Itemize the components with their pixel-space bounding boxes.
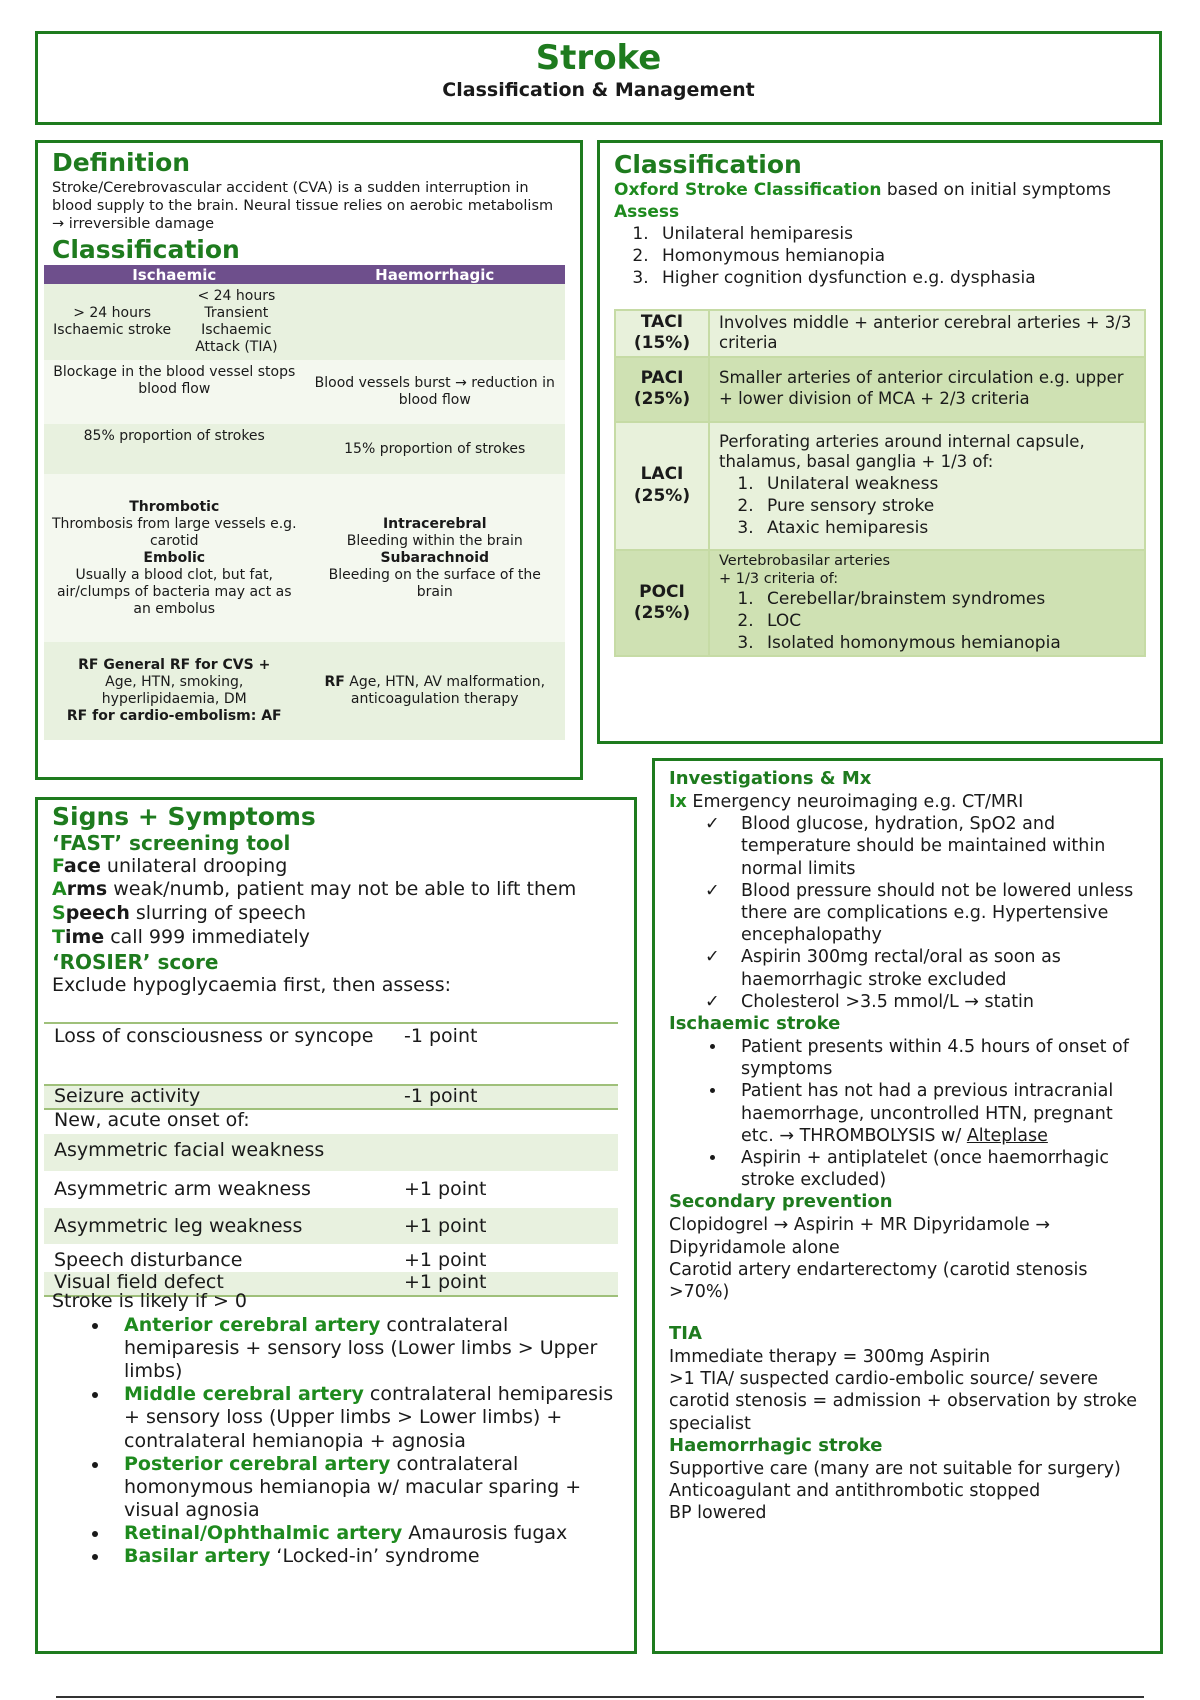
rosier-points: +1 point	[404, 1178, 487, 1200]
rosier-item: Asymmetric leg weakness	[44, 1208, 394, 1244]
alteplase-text: Alteplase	[966, 1125, 1048, 1146]
oxford-lead: Oxford Stroke Classification	[614, 179, 882, 200]
list-item: 2. LOC	[759, 610, 1135, 632]
oxford-heading: Classification	[614, 150, 802, 179]
tia-duration: < 24 hours Transient Ischaemic Attack (TIA)	[195, 288, 278, 356]
rosier-item: Asymmetric arm weakness	[54, 1178, 311, 1200]
laci-label: LACI	[640, 464, 684, 485]
list-item: 1. Unilateral weakness	[759, 473, 1135, 495]
list-item: ✓ Aspirin 300mg rectal/oral as soon as haemorrhagic stroke excluded	[705, 946, 1146, 990]
definition-box	[35, 140, 583, 780]
rf-general-desc: Age, HTN, smoking, hyperlipidaemia, DM	[101, 674, 247, 708]
rf-general-label: RF General RF for CVS +	[78, 657, 271, 674]
definition-heading: Definition	[52, 148, 191, 177]
oxford-table	[614, 309, 1146, 657]
rosier-points: +1 point	[394, 1208, 618, 1244]
subarachnoid-label: Subarachnoid	[380, 549, 490, 566]
stroke-duration: > 24 hours Ischaemic stroke	[53, 305, 172, 339]
stroke-type-table	[44, 265, 565, 740]
thrombotic-desc: Thrombosis from large vessels e.g. carotid	[51, 515, 297, 549]
rosier-item: Seizure activity	[44, 1085, 394, 1109]
haemorrhagic-heading: Haemorrhagic stroke	[669, 1434, 883, 1456]
rosier-lead: Exclude hypoglycaemia first, then assess:	[52, 973, 452, 996]
fast-face: Face unilateral drooping	[52, 854, 288, 877]
embolic-desc: Usually a blood clot, but fat, air/clumps of bacteria may act as an embolus	[56, 566, 292, 617]
intracerebral-desc: Bleeding within the brain	[346, 532, 523, 549]
tia-heading: TIA	[669, 1323, 702, 1345]
list-item: • Posterior cerebral artery contralateral homonymous hemianopia w/ macular sparing + visual agnosia	[110, 1453, 622, 1523]
ischaemic-proportion: 85% proportion of strokes	[44, 424, 305, 474]
rosier-points: +1 point	[394, 1272, 618, 1296]
rosier-table	[44, 1022, 618, 1297]
paci-desc: Smaller arteries of anterior circulation e.g. upper + lower division of MCA + 2/3 criteria	[709, 357, 1145, 422]
fast-speech: Speech slurring of speech	[52, 902, 307, 924]
col-ischaemic: Ischaemic	[44, 265, 305, 284]
poci-desc: Vertebrobasilar arteries	[719, 552, 891, 569]
taci-label: TACI	[640, 312, 684, 332]
rosier-item: Loss of consciousness or syncope	[44, 1023, 394, 1085]
stroke-likely: Stroke is likely if > 0	[52, 1290, 247, 1312]
list-item: ✓ Blood pressure should not be lowered unless there are complications e.g. Hypertensive encephalopathy	[705, 880, 1146, 947]
ischaemic-list	[727, 1036, 1146, 1192]
list-item: ✓ Blood glucose, hydration, SpO2 and temperature should be maintained within normal limits	[705, 813, 1146, 880]
list-item: 1. Unilateral hemiparesis	[654, 223, 1146, 245]
signs-box	[35, 797, 637, 1654]
list-item: 3. Isolated homonymous hemianopia	[759, 632, 1135, 654]
taci-desc: Involves middle + anterior cerebral arteries + 3/3 criteria	[709, 310, 1145, 357]
tia-line-2: >1 TIA/ suspected cardio-embolic source/ severe carotid stenosis = admission + observation by stroke specialist	[669, 1369, 1137, 1434]
ischaemic-heading: Ischaemic stroke	[669, 1013, 841, 1035]
list-item: • Retinal/Ophthalmic artery Amaurosis fugax	[110, 1522, 622, 1545]
fast-heading: ‘FAST’ screening tool	[52, 830, 291, 855]
poci-pct: (25%)	[633, 602, 691, 623]
fast-time: Time call 999 immediately	[52, 925, 310, 948]
haemorrhagic-mechanism: Blood vessels burst → reduction in blood flow	[305, 360, 566, 424]
tia-line-1: Immediate therapy = 300mg Aspirin	[669, 1347, 991, 1368]
list-item: ✓ Cholesterol >3.5 mmol/L → statin	[705, 991, 1146, 1013]
taci-pct: (15%)	[633, 333, 691, 354]
list-item: • Patient has not had a previous intracranial haemorrhage, uncontrolled HTN, pregnant etc. → THROMBOLYSIS w/ Alteplase	[727, 1080, 1146, 1147]
embolic-label: Embolic	[143, 549, 206, 566]
secondary-line-1: Clopidogrel → Aspirin + MR Dipyridamole → Dipyridamole alone	[669, 1215, 1051, 1258]
definition-text: Stroke/Cerebrovascular accident (CVA) is a sudden interruption in blood supply to the brain. Neural tissue relies on aerobic metabolism → irreversible damage	[52, 179, 554, 232]
criteria-list	[654, 223, 1146, 289]
haemorrhagic-proportion: 15% proportion of strokes	[305, 424, 566, 474]
secondary-heading: Secondary prevention	[669, 1191, 893, 1213]
list-item: 3. Ataxic hemiparesis	[759, 517, 1135, 539]
ix-line: Ix Emergency neuroimaging e.g. CT/MRI	[669, 791, 1024, 812]
rosier-points: -1 point	[394, 1023, 618, 1085]
rosier-item: Speech disturbance	[54, 1249, 243, 1271]
list-item: • Anterior cerebral artery contralateral hemiparesis + sensory loss (Lower limbs > Upper limbs)	[110, 1314, 622, 1384]
list-item: 3. Higher cognition dysfunction e.g. dysphasia	[654, 267, 1146, 289]
assess-label: Assess	[614, 201, 680, 222]
list-item: • Aspirin + antiplatelet (once haemorrhagic stroke excluded)	[727, 1147, 1146, 1191]
paci-label: PACI	[640, 367, 684, 388]
rf-haem-label: RF	[324, 674, 345, 691]
poci-desc-2: + 1/3 criteria of:	[719, 570, 839, 587]
list-item: • Middle cerebral artery contralateral hemiparesis + sensory loss (Upper limbs > Lower limbs) + contralateral hemianopia + agnosia	[110, 1383, 622, 1453]
rosier-points: -1 point	[394, 1085, 618, 1109]
haem-line-3: BP lowered	[669, 1503, 767, 1524]
investigations-heading: Investigations & Mx	[669, 768, 872, 789]
rosier-item: New, acute onset of:	[54, 1109, 250, 1131]
page-subtitle: Classification & Management	[442, 79, 755, 102]
rosier-points: +1 point	[404, 1249, 487, 1271]
investigations-box	[652, 758, 1163, 1654]
col-haemorrhagic: Haemorrhagic	[305, 265, 566, 284]
rf-cardio-label: RF for cardio-embolism: AF	[66, 708, 282, 725]
rosier-item: Visual field defect	[44, 1272, 394, 1296]
list-item: 1. Cerebellar/brainstem syndromes	[759, 588, 1135, 610]
rosier-item: Asymmetric facial weakness	[44, 1134, 394, 1171]
ischaemic-mechanism: Blockage in the blood vessel stops blood flow	[44, 360, 305, 424]
laci-pct: (25%)	[633, 485, 691, 506]
subarachnoid-desc: Bleeding on the surface of the brain	[328, 566, 541, 600]
list-item: 2. Pure sensory stroke	[759, 495, 1135, 517]
oxford-lead-rest: based on initial symptoms	[886, 179, 1112, 200]
laci-desc: Perforating arteries around internal capsule, thalamus, basal ganglia + 1/3 of:	[719, 431, 1085, 472]
rosier-points	[394, 1134, 618, 1171]
list-item: 2. Homonymous hemianopia	[654, 245, 1146, 267]
haem-line-1: Supportive care (many are not suitable for surgery)	[669, 1458, 1121, 1479]
secondary-line-2: Carotid artery endarterectomy (carotid stenosis >70%)	[669, 1259, 1088, 1302]
paci-pct: (25%)	[633, 389, 691, 409]
footer-rule	[56, 1696, 1144, 1698]
classification-heading: Classification	[52, 234, 240, 264]
haem-line-2: Anticoagulant and antithrombotic stopped	[669, 1480, 1041, 1501]
poci-label: POCI	[639, 581, 685, 602]
thrombotic-label: Thrombotic	[129, 498, 220, 515]
rosier-heading: ‘ROSIER’ score	[52, 949, 219, 974]
page-title: Stroke	[535, 38, 662, 78]
intracerebral-label: Intracerebral	[382, 515, 487, 532]
ix-checklist	[705, 813, 1146, 1013]
artery-list	[110, 1314, 622, 1569]
rosier-points	[394, 1109, 618, 1134]
fast-arms: Arms weak/numb, patient may not be able to lift them	[52, 878, 577, 901]
rf-haem-desc: Age, HTN, AV malformation, anticoagulation therapy	[349, 674, 546, 708]
list-item: • Patient presents within 4.5 hours of onset of symptoms	[727, 1036, 1146, 1080]
list-item: • Basilar artery ‘Locked-in’ syndrome	[110, 1545, 622, 1568]
oxford-box	[597, 140, 1163, 744]
signs-heading: Signs + Symptoms	[52, 802, 316, 831]
title-box	[35, 31, 1162, 125]
